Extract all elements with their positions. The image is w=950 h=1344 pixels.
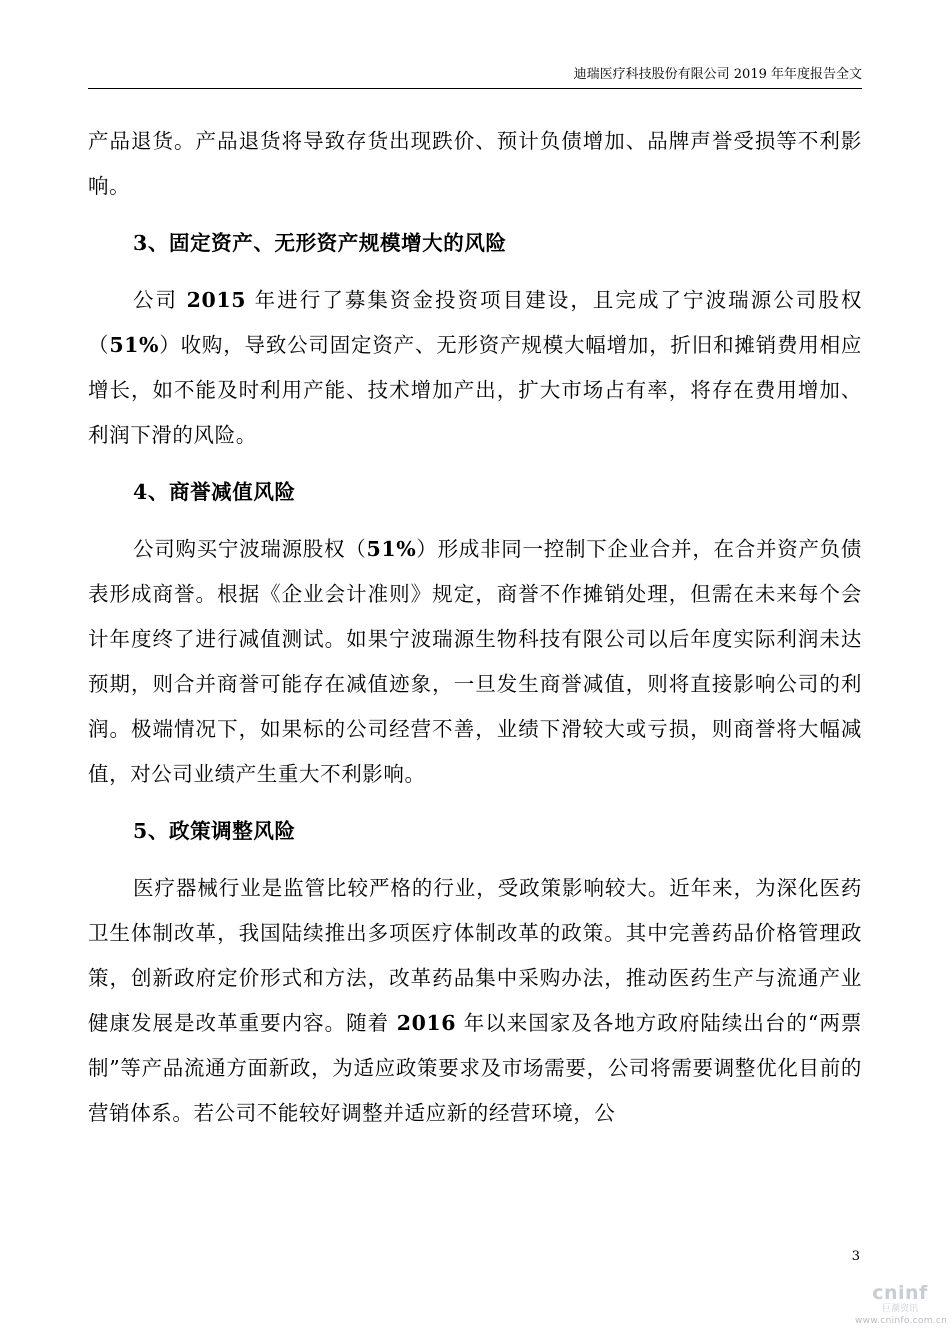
text-run: ）收购，导致公司固定资产、无形资产规模大幅增加，折旧和摊销费用相应增长，如不能及时利用产能、技术增加产出，扩大市场占有率，将存在费用增加、利润下滑的风险。	[88, 333, 862, 447]
equity-percentage: 51%	[366, 537, 417, 561]
text-run: 公司购买宁波瑞源股权（	[133, 537, 367, 561]
year-2016: 2016	[396, 1011, 457, 1035]
section-heading-fixed-assets-risk: 3、固定资产、无形资产规模增大的风险	[133, 231, 507, 255]
equity-percentage: 51%	[109, 333, 160, 357]
text-run: 医疗器械行业是监管比较严格的行业，受政策影响较大。近年来，为深化医药卫生体制改革，我国陆续推出多项医疗体制改革的政策。其中完善药品价格管理政策，创新政府定价形式和方法，改革药品集中采购办法，推动医药生产与流通产业健康发展是改革重要内容。随着	[88, 876, 862, 1035]
paragraph-fixed-assets-risk	[88, 278, 862, 458]
header-divider	[88, 88, 862, 89]
watermark-subtitle: 巨潮资讯	[881, 1304, 918, 1314]
section-heading-policy-risk: 5、政策调整风险	[133, 819, 296, 843]
paragraph-goodwill-risk	[88, 527, 862, 797]
year-2015: 2015	[186, 288, 247, 312]
watermark-logo-text: cninf	[872, 1282, 928, 1304]
text-run: 年以来国家及各地方政府陆续出台的“两票制”等产品流通方面新政，为适应政策要求及市场需要，公司将需要调整优化目前的营销体系。若公司不能较好调整并适应新的经营环境，公	[88, 1011, 862, 1125]
page-header: 迪瑞医疗科技股份有限公司 2019 年年度报告全文	[573, 67, 862, 82]
text-run: ）形成非同一控制下企业合并，在合并资产负债表形成商誉。根据《企业会计准则》规定，商誉不作摊销处理，但需在未来每个会计年度终了进行减值测试。如果宁波瑞源生物科技有限公司以后年度实际利润未达预期，则合并商誉可能存在减值迹象，一旦发生商誉减值，则将直接影响公司的利润。极端情况下，如果标的公司经营不善，业绩下滑较大或亏损，则商誉将大幅减值，对公司业绩产生重大不利影响。	[88, 537, 862, 786]
cninfo-watermark-logo	[855, 1282, 948, 1338]
document-body	[88, 119, 862, 1136]
watermark-url: www.cninfo.com.cn	[855, 1316, 948, 1326]
paragraph-policy-risk	[88, 866, 862, 1136]
text-run: 公司	[133, 288, 187, 312]
page-number: 3	[851, 1249, 860, 1264]
section-heading-goodwill-risk: 4、商誉减值风险	[133, 480, 296, 504]
paragraph-product-returns: 产品退货。产品退货将导致存货出现跌价、预计负债增加、品牌声誉受损等不利影响。	[88, 129, 862, 198]
text-run: 年进行了募集资金投资项目建设，且完成了宁波瑞源公司股权（	[88, 288, 862, 357]
